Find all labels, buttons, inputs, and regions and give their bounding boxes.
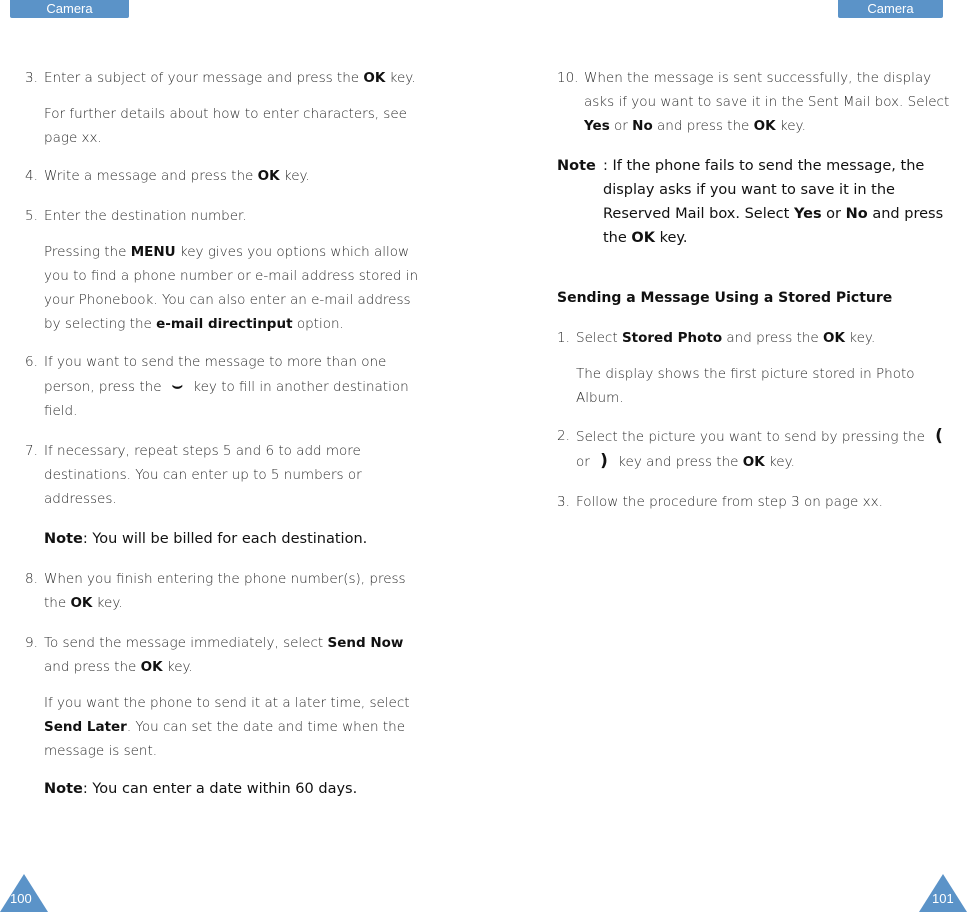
note-label: Note (557, 158, 596, 174)
left-key-icon: ( (935, 426, 943, 446)
step-4 (25, 164, 420, 188)
step-text: Write a message and press the (44, 168, 258, 184)
step-5-detail (25, 240, 420, 336)
header-tab-left: Camera (10, 0, 129, 18)
key-name: OK (140, 659, 163, 675)
step-text: To send the message immediately, select (44, 635, 328, 651)
detail-text: option. (292, 316, 344, 332)
step-text: and press the (722, 330, 824, 346)
note-text: : You will be billed for each destination. (82, 531, 368, 547)
step-3 (25, 66, 420, 90)
detail-text: . You can set the date and time when the message is sent. (44, 719, 406, 759)
step-text: key. (162, 659, 193, 675)
step-10 (557, 66, 952, 138)
step-3-detail: For further details about how to enter characters, see page xx. (44, 106, 407, 146)
note-text: : You can enter a date within 60 days. (82, 781, 358, 797)
note-text: or (821, 206, 846, 222)
key-name: OK (257, 168, 280, 184)
step-number: 3. (25, 70, 38, 86)
picture-step-1 (557, 326, 952, 350)
detail-text: If you want the phone to send it at a later time, select (44, 695, 410, 711)
option-name: Yes (584, 118, 610, 134)
option-name: Send Later (44, 719, 127, 735)
step-number: 9. (25, 635, 38, 651)
left-page-column (25, 66, 420, 817)
step-text: and press the (44, 659, 141, 675)
step-8 (25, 567, 420, 615)
step-text: key and press the (613, 454, 743, 470)
section-title: Sending a Message Using a Stored Picture (557, 290, 893, 306)
option-name: Send Now (327, 635, 404, 651)
option-name: No (632, 118, 653, 134)
note-text: : If the phone fails to send the message, the display asks if you want to save it in the Reserved Mail box. Select (603, 158, 925, 222)
step-text: key. (844, 330, 876, 346)
page-number-left: 100 (10, 891, 32, 906)
step-text: Select the picture you want to send by pressing the (576, 429, 930, 445)
option-name: e-mail directinput (156, 316, 293, 332)
step-number: 8. (25, 571, 38, 587)
detail-text: key gives you options which allow you to find a phone number or e-mail address stored in your Phonebook. You can also enter an e-mail address by selecting the (44, 244, 419, 332)
step-text: Select (576, 330, 622, 346)
step-text: Follow the procedure from step 3 on page xx. (576, 494, 883, 510)
key-name: OK (70, 595, 93, 611)
step-number: 7. (25, 443, 38, 459)
note-text: and press the (603, 206, 944, 246)
option-name: Yes (793, 206, 822, 222)
step-9 (25, 631, 420, 679)
key-name: OK (753, 118, 776, 134)
key-name: OK (363, 70, 386, 86)
step-number: 5. (25, 208, 38, 224)
step-text: Enter a subject of your message and press the (44, 70, 364, 86)
right-page-column (557, 66, 952, 530)
key-name: OK (742, 454, 765, 470)
note-billing (25, 527, 420, 551)
step-9-detail (25, 691, 420, 763)
picture-step-1-detail: The display shows the first picture stored in Photo Album. (576, 366, 915, 406)
step-text: key. (92, 595, 123, 611)
step-5 (25, 204, 420, 228)
right-key-icon: ) (600, 451, 608, 471)
step-text: key. (385, 70, 416, 86)
step-text: or (609, 118, 633, 134)
picture-step-2 (557, 424, 952, 474)
note-send-failure (557, 154, 952, 250)
picture-step-3 (557, 490, 952, 514)
step-number: 4. (25, 168, 38, 184)
key-name: MENU (130, 244, 176, 260)
step-text: or (576, 454, 595, 470)
step-number: 6. (25, 354, 38, 370)
step-text: key. (764, 454, 795, 470)
note-label: Note (44, 781, 83, 797)
step-text: When the message is sent successfully, the display asks if you want to save it in the Sent Mail box. Select (584, 70, 950, 110)
note-text: key. (654, 230, 688, 246)
page-number-right: 101 (932, 891, 954, 906)
step-text: key to fill in another destination field. (44, 379, 409, 419)
step-number: 1. (557, 330, 570, 346)
option-name: No (845, 206, 868, 222)
key-name: OK (631, 230, 655, 246)
step-number: 2. (557, 428, 570, 444)
step-text: If necessary, repeat steps 5 and 6 to add more destinations. You can enter up to 5 numbers or addresses. (44, 443, 362, 507)
step-7 (25, 439, 420, 511)
down-key-icon: ⌣ (171, 376, 183, 396)
step-text: Enter the destination number. (44, 208, 247, 224)
step-text: If you want to send the message to more than one person, press the (44, 354, 387, 395)
step-6 (25, 350, 420, 423)
step-number: 3. (557, 494, 570, 510)
note-date-limit (25, 777, 420, 801)
header-tab-right: Camera (838, 0, 943, 18)
option-name: Stored Photo (621, 330, 723, 346)
step-text: key. (279, 168, 310, 184)
step-text: and press the (652, 118, 754, 134)
detail-text: Pressing the (44, 244, 131, 260)
step-text: When you finish entering the phone number(s), press the (44, 571, 406, 611)
note-label: Note (44, 531, 83, 547)
key-name: OK (823, 330, 845, 346)
step-text: key. (775, 118, 806, 134)
step-number: 10. (557, 70, 579, 86)
